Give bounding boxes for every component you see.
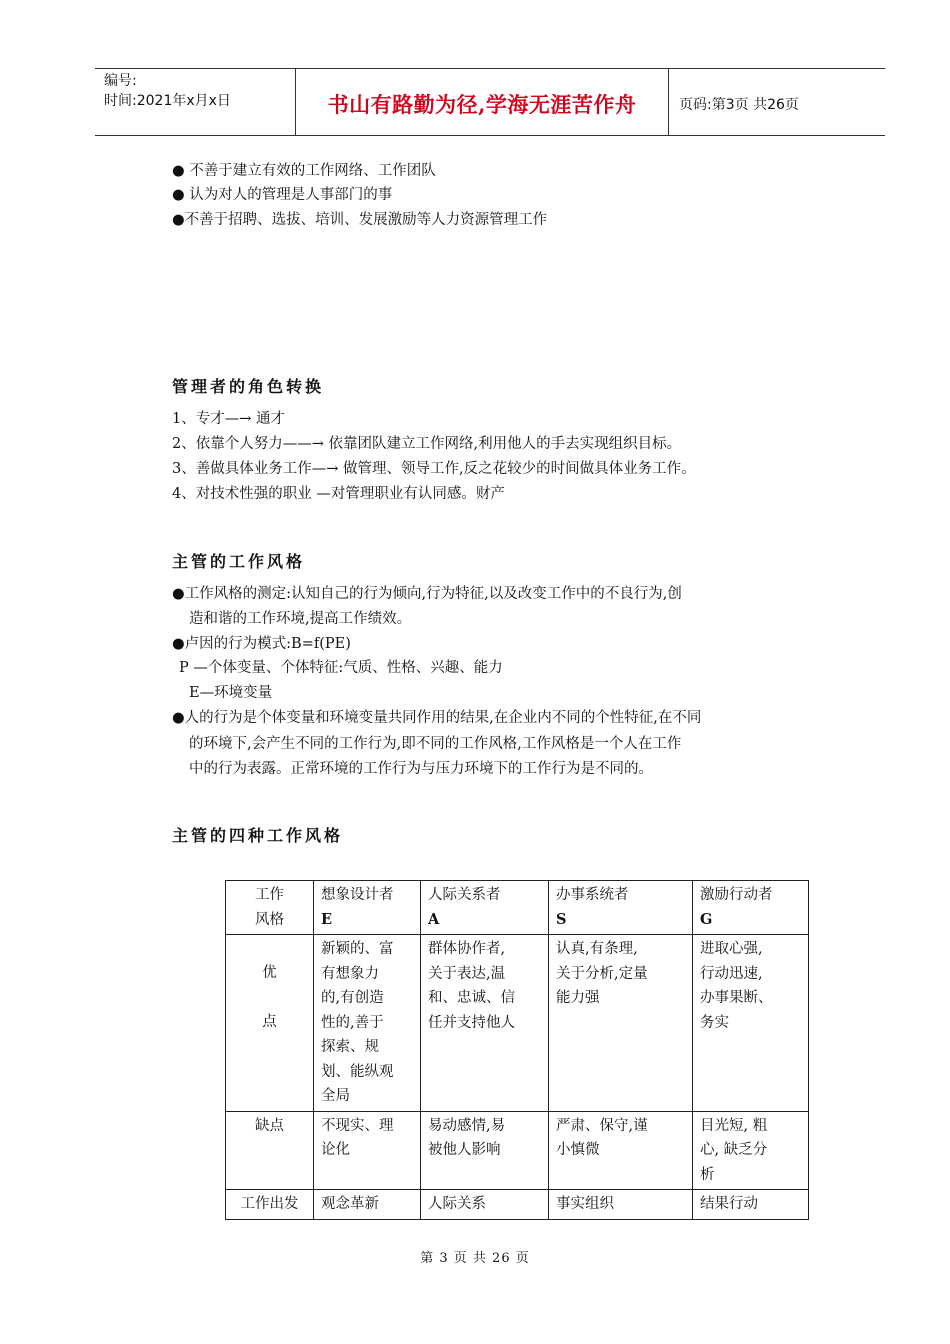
paragraph-line: 的环境下,会产生不同的工作行为,即不同的工作风格,工作风格是一个人在工作 (189, 736, 682, 752)
table-row-strengths (226, 935, 809, 1112)
list-item: 4、对技术性强的职业 —对管理职业有认同感。财产 (172, 486, 505, 502)
row-label-focus: 工作出发 (226, 1190, 314, 1220)
table-cell: 不现实、理 论化 (314, 1111, 421, 1190)
table-cell: 人际关系 (421, 1190, 549, 1220)
paragraph-line: 造和谐的工作环境,提高工作绩效。 (189, 611, 412, 627)
bullet-item: ● 认为对人的管理是人事部门的事 (172, 187, 393, 203)
table-cell: 观念革新 (314, 1190, 421, 1220)
work-styles-table (225, 880, 809, 1220)
section-heading-role-change: 管理者的角色转换 (172, 377, 325, 396)
header-page-label: 页码:第3页 共26页 (679, 97, 799, 113)
section-heading-work-style: 主管的工作风格 (172, 552, 306, 571)
header-top-rule (95, 68, 885, 69)
list-item: 2、依靠个人努力——→ 依靠团队建立工作网络,利用他人的手去实现组织目标。 (172, 436, 682, 452)
list-item: 3、善做具体业务工作—→ 做管理、领导工作,反之花较少的时间做具体业务工作。 (172, 461, 696, 477)
table-cell: 易动感情,易 被他人影响 (421, 1111, 549, 1190)
page-footer: 第 3 页 共 26 页 (420, 1251, 530, 1266)
table-row-weaknesses (226, 1111, 809, 1190)
column-header-systematic: 办事系统者 S (549, 881, 693, 935)
paragraph-line: 中的行为表露。正常环境的工作行为与压力环境下的工作行为是不同的。 (189, 761, 653, 777)
column-header-imaginative-designer: 想象设计者 E (314, 881, 421, 935)
paragraph-line: ●卢因的行为模式:B=f(PE) (172, 636, 351, 652)
table-cell: 认真,有条理, 关于分析,定量 能力强 (549, 935, 693, 1112)
table-header-row (226, 881, 809, 935)
doc-number-label: 编号: (104, 73, 137, 89)
bullet-item: ●不善于招聘、选拔、培训、发展激励等人力资源管理工作 (172, 212, 548, 228)
section-heading-four-styles: 主管的四种工作风格 (172, 826, 344, 845)
row-label-strengths: 优 点 (226, 935, 314, 1112)
list-item: 1、专才—→ 通才 (172, 411, 285, 427)
header-bottom-rule (95, 135, 885, 136)
paragraph-line: ●人的行为是个体变量和环境变量共同作用的结果,在企业内不同的个性特征,在不同 (172, 710, 702, 726)
table-cell: 事实组织 (549, 1190, 693, 1220)
table-cell: 结果行动 (693, 1190, 809, 1220)
table-cell: 目光短, 粗 心, 缺乏分 析 (693, 1111, 809, 1190)
doc-time-label: 时间:2021年x月x日 (104, 93, 231, 109)
table-cell: 严肃、保守,谨 小慎微 (549, 1111, 693, 1190)
paragraph-line: P —个体变量、个体特征:气质、性格、兴趣、能力 (179, 660, 503, 676)
table-header-label: 工作 风格 (226, 881, 314, 935)
table-cell: 新颖的、富 有想象力 的,有创造 性的,善于 探索、规 划、能纵观 全局 (314, 935, 421, 1112)
header-motto: 书山有路勤为径,学海无涯苦作舟 (327, 92, 637, 117)
table-cell: 群体协作者, 关于表达,温 和、忠诚、信 任并支持他人 (421, 935, 549, 1112)
column-header-motivator: 激励行动者 G (693, 881, 809, 935)
row-label-weaknesses: 缺点 (226, 1111, 314, 1190)
header-divider-right (668, 68, 669, 135)
paragraph-line: E—环境变量 (189, 685, 273, 701)
paragraph-line: ●工作风格的测定:认知自己的行为倾向,行为特征,以及改变工作中的不良行为,创 (172, 586, 682, 602)
bullet-item: ● 不善于建立有效的工作网络、工作团队 (172, 163, 436, 179)
table-row-focus (226, 1190, 809, 1220)
column-header-relationship: 人际关系者 A (421, 881, 549, 935)
table-cell: 进取心强, 行动迅速, 办事果断、 务实 (693, 935, 809, 1112)
